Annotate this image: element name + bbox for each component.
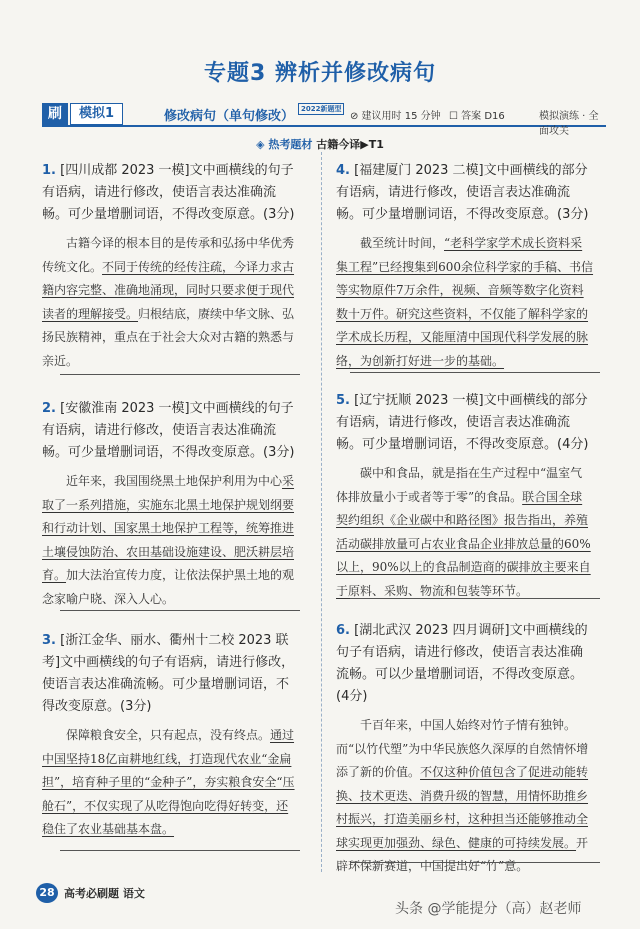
answer-line[interactable]: [60, 610, 300, 611]
question-prompt: [辽宁抚顺 2023 一模]文中画横线的部分有语病，请进行修改，使语言表达准确流畅。可少量增删词语，不得改变原意。(4分): [336, 393, 589, 452]
passage-tail: 开辟环保新赛道，中国提出好“竹”意。: [336, 835, 589, 873]
passage-plain: 碳中和食品，就是指在生产过程中“温室气体排放量小于或者等于零”的食品。: [336, 466, 583, 504]
question-passage: [336, 462, 594, 603]
passage-plain: 千百年来，中国人始终对竹子情有独钟。而“以竹代塑”为中华民族悠久深厚的自然情怀增添了新的价值。: [336, 718, 589, 779]
answer-hint: ☐ 答案 D16: [449, 111, 505, 122]
hot-topic-prefix: ◈ 热考题材: [256, 138, 317, 151]
question-passage: [42, 470, 300, 611]
watermark: 头条 @学能提分（高）赵老师: [395, 901, 582, 917]
passage-tail: 加大法治宣传力度，让依法保护黑土地的观念家喻户晓、深入人心。: [42, 568, 295, 606]
question-number: 3.: [42, 633, 56, 648]
answer-line[interactable]: [60, 374, 300, 375]
topic-name: 修改病句（单句修改）: [164, 109, 295, 124]
book-name: 高考必刷题 语文: [64, 887, 145, 900]
answer-line[interactable]: [350, 372, 600, 373]
hot-topic-banner: [0, 136, 640, 152]
page-number: 28: [36, 883, 58, 903]
question-passage: [42, 724, 300, 842]
page-title: 专题3 辨析并修改病句: [204, 61, 436, 86]
mock-label: 模拟1: [70, 103, 123, 125]
question-passage: [336, 232, 594, 373]
time-hint: ⊘ 建议用时 15 分钟: [350, 111, 441, 122]
new-badge: 2022新题型: [298, 103, 344, 115]
mode-hint: 模拟演练 · 全面攻关: [539, 111, 599, 137]
question-number: 5.: [336, 393, 350, 408]
column-divider: [321, 152, 322, 872]
answer-line[interactable]: [350, 598, 600, 599]
question-prompt: [湖北武汉 2023 四月调研]文中画横线的句子有语病，请进行修改，使语言表达准确流畅。可以少量增删词语，不得改变原意。(4分): [336, 623, 588, 704]
question-3: [42, 630, 300, 842]
question-prompt: [四川成都 2023 一模]文中画横线的句子有语病，请进行修改，使语言表达准确流畅。可少量增删词语，不得改变原意。(3分): [42, 163, 295, 222]
question-number: 6.: [336, 623, 350, 638]
question-4: [336, 160, 594, 373]
answer-line[interactable]: [350, 862, 600, 863]
passage-plain: 保障粮食安全，只有起点，没有终点。: [66, 728, 271, 742]
passage-underlined: 采取了一系列措施，实施东北黑土地保护规划纲要和行动计划、国家黑土地保护工程等，统筹推进土壤侵蚀防治、农田基础设施建设、肥沃耕层培育。: [42, 474, 295, 582]
section-header: [42, 103, 606, 137]
passage-tail: 归根结底，赓续中华文脉、弘扬民族精神，重点在于社会大众对古籍的熟悉与亲近。: [42, 306, 295, 368]
answer-line[interactable]: [60, 850, 300, 851]
passage-plain: 近年来，我国围绕黑土地保护利用为中心: [66, 474, 283, 488]
question-prompt: [浙江金华、丽水、衢州十二校 2023 联考]文中画横线的句子有语病，请进行修改，使语言表达准确流畅。可少量增删词语，不得改变原意。(3分): [42, 633, 295, 714]
passage-underlined: 不同于传统的经传注疏，今译力求古籍内容完整、准确地涌现，同时只要求便于现代读者的理解接受。: [42, 259, 295, 321]
question-number: 4.: [336, 163, 350, 178]
passage-underlined: 通过中国坚持18亿亩耕地红线，打造现代农业“金扁担”，培育种子里的“金种子”，夯实粮食安全“压舱石”，不仅实现了从吃得饱向吃得好转变，还稳住了农业基础基本盘。: [42, 728, 295, 836]
question-number: 1.: [42, 163, 56, 178]
passage-underlined: “老科学家学术成长资料采集工程”已经搜集到600余位科学家的手稿、书信等实物原件7万余件，视频、音频等数字化资料数十万件。研究这些资料，不仅能了解科学家的学术成长历程，又能厘清中国现代科学发展的脉络，为创新打好进一步的基础。: [336, 236, 594, 368]
question-prompt: [安徽淮南 2023 一模]文中画横线的句子有语病，请进行修改，使语言表达准确流畅。可少量增删词语，不得改变原意。(3分): [42, 401, 295, 460]
hot-topic-highlight: 古籍今译▶T1: [316, 138, 384, 151]
passage-underlined: 联合国全球契约组织《企业碳中和路径图》报告指出，养殖活动碳排放量可占农业食品企业排放总量的60%以上，90%以上的食品制造商的碳排放主要来自于原料、采购、物流和包装等环节。: [336, 489, 591, 598]
question-5: [336, 390, 594, 603]
passage-plain: 截至统计时间，: [360, 236, 445, 250]
passage-plain: 古籍今译的根本目的是传承和弘扬中华优秀传统文化。: [42, 236, 295, 274]
question-passage: [336, 714, 594, 879]
question-6: [336, 620, 594, 879]
question-2: [42, 398, 300, 611]
question-prompt: [福建厦门 2023 二模]文中画横线的部分有语病，请进行修改，使语言表达准确流畅。可少量增删词语，不得改变原意。(3分): [336, 163, 589, 222]
question-passage: [42, 232, 300, 373]
question-1: [42, 160, 300, 373]
passage-underlined: 不仅这种价值包含了促进动能转换、技术更迭、消费升级的智慧，用情怀助推乡村振兴，打造美丽乡村，这种担当还能够推动全球实现更加强劲、绿色、健康的可持续发展。: [336, 765, 589, 850]
question-number: 2.: [42, 401, 56, 416]
brand-tag: 刷: [42, 103, 68, 125]
